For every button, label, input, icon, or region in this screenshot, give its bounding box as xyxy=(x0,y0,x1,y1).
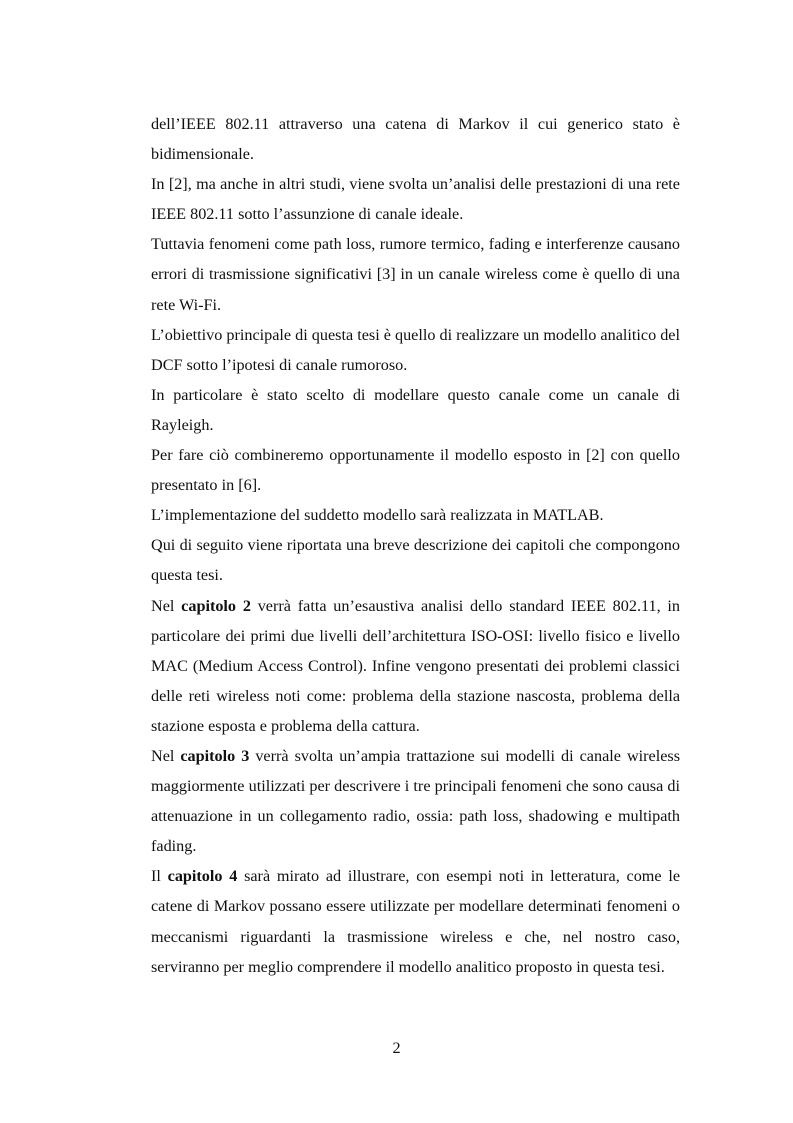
chapter-ref-4: capitolo 4 xyxy=(167,867,238,886)
paragraph-7: L’implementazione del suddetto modello sarà realizzata in MATLAB. xyxy=(151,506,604,525)
paragraph-chapter-3 xyxy=(151,741,680,861)
paragraph-body: verrà svolta un’ampia trattazione sui modelli di canale wireless maggiormente utilizzati per descrivere i tre principali fenomeni che sono causa di attenuazione in un collegamento radio, ossia: path loss, shadowing e multipath fading. xyxy=(151,746,680,856)
page-number: 2 xyxy=(392,1039,401,1057)
chapter-ref-2: capitolo 2 xyxy=(181,596,251,615)
paragraph-1: dell’IEEE 802.11 attraverso una catena di Markov il cui generico stato è bidimensionale. xyxy=(151,115,680,164)
paragraph-body: sarà mirato ad illustrare, con esempi noti in letteratura, come le catene di Markov possano essere utilizzate per modellare determinati fenomeni o meccanismi riguardanti la trasmissione wireless e che, nel nostro caso, serviranno per meglio comprendere il modello analitico proposto in questa tesi. xyxy=(151,867,681,976)
paragraph-2: In [2], ma anche in altri studi, viene svolta un’analisi delle prestazioni di una rete IEEE 802.11 sotto l’assunzione di canale ideale. xyxy=(151,175,680,224)
chapter-ref-3: capitolo 3 xyxy=(180,746,250,765)
paragraph-lead: Nel xyxy=(151,596,182,615)
paragraph-chapter-4 xyxy=(151,861,680,981)
paragraph-4: L’obiettivo principale di questa tesi è quello di realizzare un modello analitico del DCF sotto l’ipotesi di canale rumoroso. xyxy=(151,325,680,374)
paragraph-5: In particolare è stato scelto di modellare questo canale come un canale di Rayleigh. xyxy=(151,385,680,434)
paragraph-lead: Il xyxy=(151,867,168,886)
paragraph-8: Qui di seguito viene riportata una breve descrizione dei capitoli che compongono questa tesi. xyxy=(151,536,680,585)
paragraph-3: Tuttavia fenomeni come path loss, rumore termico, fading e interferenze causano errori di trasmissione significativi [3] in un canale wireless come è quello di una rete Wi-Fi. xyxy=(151,235,680,314)
paragraph-6: Per fare ciò combineremo opportunamente il modello esposto in [2] con quello presentato in [6]. xyxy=(151,446,680,495)
paragraph-lead: Nel xyxy=(151,746,181,765)
body-text xyxy=(151,109,680,982)
paragraph-body: verrà fatta un’esaustiva analisi dello standard IEEE 802.11, in particolare dei primi due livelli dell’architettura ISO-OSI: livello fisico e livello MAC (Medium Access Control). Infine vengono presentati dei problemi classici delle reti wireless noti come: problema della stazione nascosta, problema della stazione esposta e problema della cattura. xyxy=(151,596,681,735)
paragraph-chapter-2 xyxy=(151,591,680,741)
